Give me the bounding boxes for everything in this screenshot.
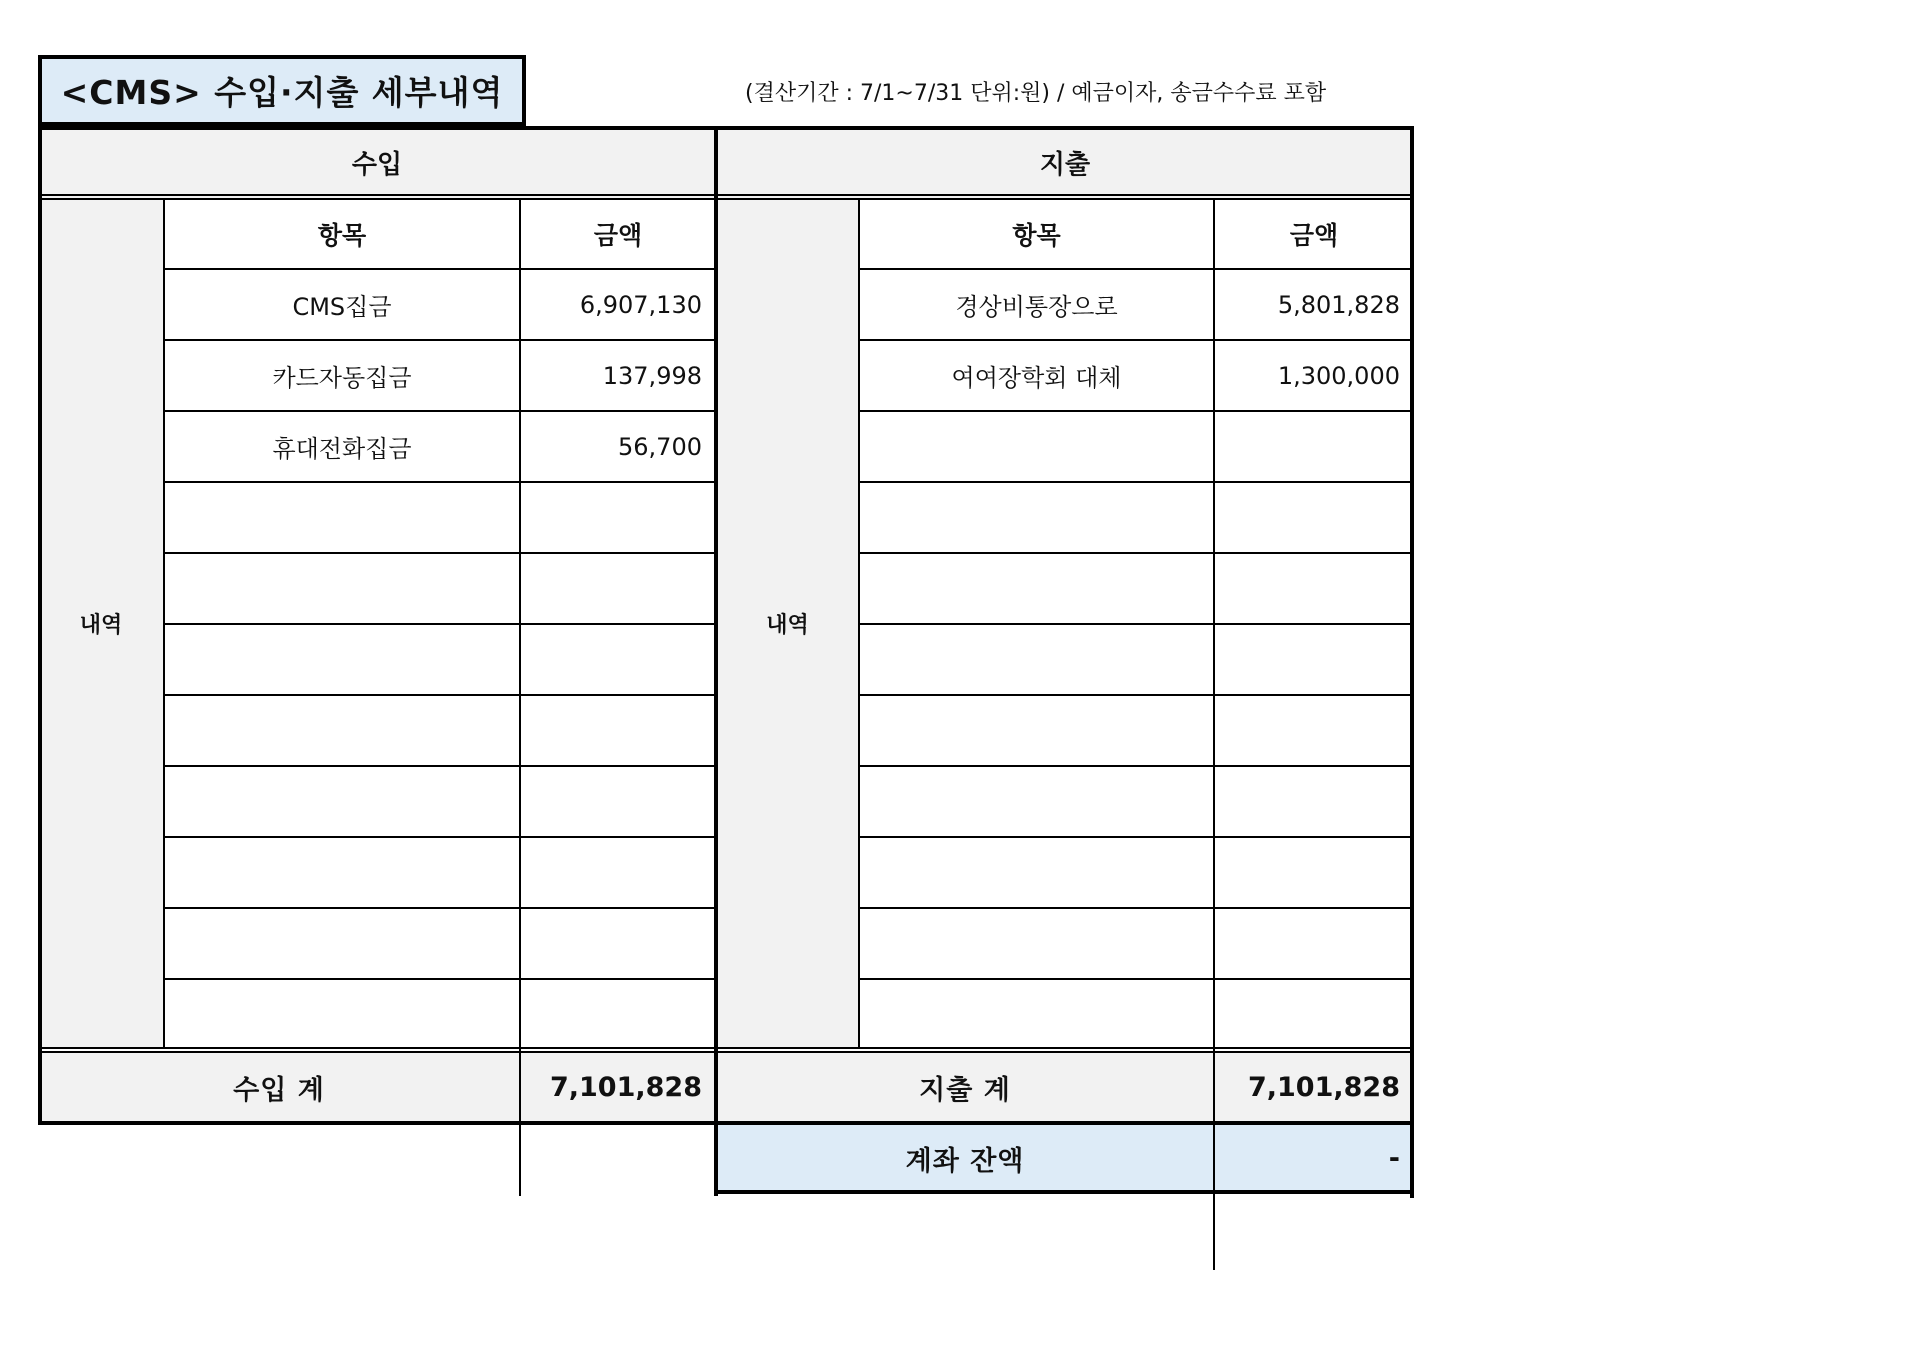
expense-row-item: 여여장학회 대체 <box>951 364 1122 392</box>
expense-total-label: 지출 계 <box>716 1052 1214 1123</box>
expense-col-item: 항목 <box>1012 220 1061 250</box>
income-col-item: 항목 <box>317 220 367 250</box>
expense-row-rule <box>858 268 1414 270</box>
expense-total-value: 7,101,828 <box>1214 1052 1414 1123</box>
table-border-left <box>38 126 42 1123</box>
balance-label: 계좌 잔액 <box>716 1123 1214 1194</box>
income-row-item <box>164 553 520 624</box>
income-row-rule <box>163 978 716 980</box>
expense-col-amount: 금액 <box>1289 220 1339 250</box>
expense-row-rule <box>858 339 1414 341</box>
expense-row-rule <box>858 410 1414 412</box>
income-row-rule <box>163 268 716 270</box>
income-row-amount <box>520 766 716 837</box>
income-row-rule <box>163 552 716 554</box>
table-border-right <box>1410 126 1414 1198</box>
income-row-rule <box>163 623 716 625</box>
income-row-rule <box>163 481 716 483</box>
expense-row-amount: 5,801,828 <box>1277 290 1400 319</box>
table-border-top <box>38 126 1414 130</box>
expense-row-rule <box>858 552 1414 554</box>
expense-row-item <box>859 482 1214 553</box>
income-row-item <box>164 908 520 979</box>
total-rule-2 <box>38 1051 1414 1053</box>
income-total-value: 7,101,828 <box>520 1052 716 1123</box>
expense-row-item <box>859 411 1214 482</box>
expense-row-rule <box>858 907 1414 909</box>
ledger-table <box>38 126 1414 1126</box>
income-row-rule <box>163 694 716 696</box>
expense-row-rule <box>858 978 1414 980</box>
table-border-bottom-left <box>38 1121 720 1125</box>
expense-row-item <box>859 766 1214 837</box>
expense-row-amount <box>1214 908 1414 979</box>
expense-row-amount <box>1214 553 1414 624</box>
income-row-amount <box>520 695 716 766</box>
period-note: (결산기간 : 7/1~7/31 단위:원) / 예금이자, 송금수수료 포함 <box>745 81 1327 106</box>
expense-row-amount <box>1214 837 1414 908</box>
income-row-item <box>164 979 520 1050</box>
expense-row-item <box>859 837 1214 908</box>
income-row-amount <box>520 908 716 979</box>
income-row-item <box>164 624 520 695</box>
income-row-item <box>164 766 520 837</box>
expense-row-amount: 1,300,000 <box>1277 361 1400 390</box>
income-row-item <box>164 695 520 766</box>
balance-top <box>716 1121 1414 1125</box>
income-row-amount: 6,907,130 <box>579 290 702 319</box>
expense-row-item <box>859 553 1214 624</box>
balance-left <box>714 1121 718 1194</box>
income-row-amount <box>520 979 716 1050</box>
title-box: <CMS> 수입·지출 세부내역 <box>38 55 526 126</box>
expense-row-item <box>859 695 1214 766</box>
income-row-rule <box>163 907 716 909</box>
income-row-item <box>164 482 520 553</box>
income-header: 수입 <box>38 126 716 198</box>
expense-row-amount <box>1214 979 1414 1050</box>
expense-amount-divider <box>1213 198 1215 1270</box>
total-rule-1 <box>38 1047 1414 1049</box>
expense-row-amount <box>1214 695 1414 766</box>
income-row-item: 카드자동집금 <box>272 364 412 392</box>
income-side-label: 내역 <box>38 198 164 1048</box>
income-total-label: 수입 계 <box>38 1052 520 1123</box>
expense-row-rule <box>858 694 1414 696</box>
expense-side-label: 내역 <box>716 198 859 1048</box>
header-rule-1 <box>38 194 1414 196</box>
expense-row-rule <box>858 481 1414 483</box>
income-row-item: CMS집금 <box>292 293 392 321</box>
income-row-amount <box>520 624 716 695</box>
income-amount-divider <box>519 198 521 1196</box>
expense-row-amount <box>1214 482 1414 553</box>
expense-header: 지출 <box>716 126 1414 198</box>
balance-value: - <box>1214 1123 1414 1194</box>
expense-row-item: 경상비통장으로 <box>955 293 1118 321</box>
section-divider <box>714 126 718 1196</box>
income-col-amount: 금액 <box>593 220 643 250</box>
expense-row-amount <box>1214 411 1414 482</box>
expense-row-amount <box>1214 766 1414 837</box>
income-row-rule <box>163 339 716 341</box>
expense-row-item <box>859 979 1214 1050</box>
expense-row-rule <box>858 623 1414 625</box>
income-row-amount <box>520 553 716 624</box>
income-row-amount <box>520 837 716 908</box>
expense-row-rule <box>858 765 1414 767</box>
income-row-rule <box>163 410 716 412</box>
expense-row-item <box>859 908 1214 979</box>
income-row-rule <box>163 765 716 767</box>
balance-bottom <box>716 1190 1414 1194</box>
header-rule-2 <box>38 198 1414 200</box>
income-row-rule <box>163 836 716 838</box>
income-row-item <box>164 837 520 908</box>
income-row-amount: 56,700 <box>618 432 702 461</box>
income-row-item: 휴대전화집금 <box>272 435 412 463</box>
expense-row-item <box>859 624 1214 695</box>
expense-row-rule <box>858 836 1414 838</box>
income-row-amount <box>520 482 716 553</box>
income-row-amount: 137,998 <box>602 361 702 390</box>
expense-row-amount <box>1214 624 1414 695</box>
